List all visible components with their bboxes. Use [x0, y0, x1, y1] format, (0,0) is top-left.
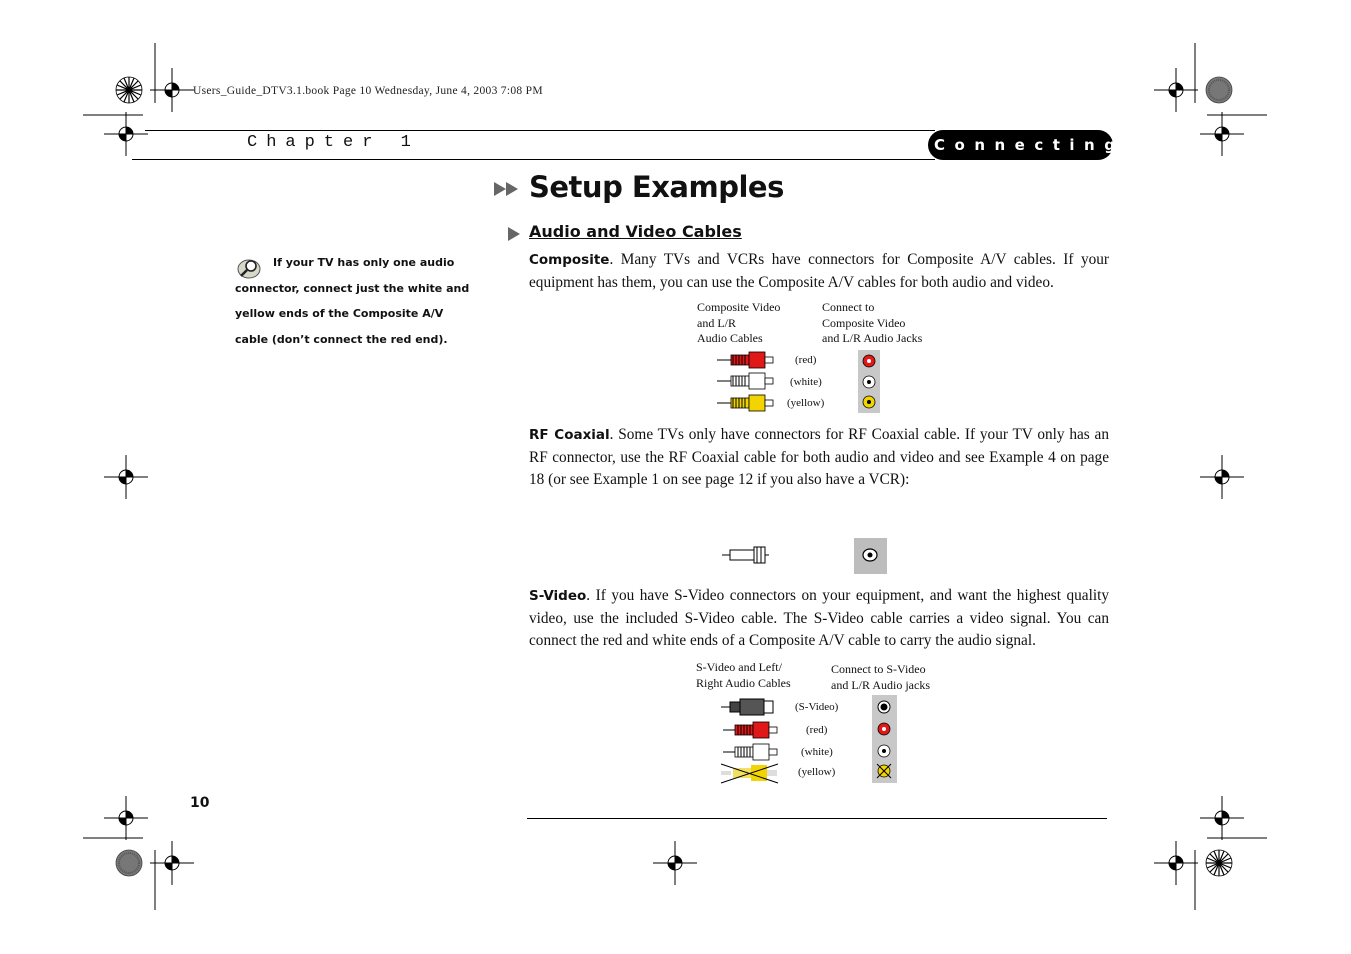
svideo-label-svideo: (S-Video): [795, 701, 839, 713]
crossed-out-yellow-plug: [721, 764, 778, 783]
section-pill: Connecting: [928, 130, 1113, 160]
rf-coaxial-text: . Some TVs only have connectors for RF Coaxial cable. If your TV only has an RF connector, use the RF Coaxial cable for both audio and video and see Example 4 on page 18 (or see Example 1 on see page 12 if you also have a VCR):: [529, 426, 1109, 488]
rf-coaxial-diagram: [720, 537, 890, 577]
sidebar-note: [235, 250, 470, 352]
svideo-paragraph: [529, 585, 1109, 653]
sidebar-note-first-line: If your TV has only one audio: [273, 256, 455, 269]
composite-label-yellow: (yellow): [787, 397, 825, 409]
composite-label-white: (white): [790, 376, 822, 388]
rca-plug-red: [717, 352, 773, 368]
svideo-label-red: (red): [806, 724, 828, 736]
svideo-label-yellow: (yellow): [798, 766, 836, 778]
rca-plug-white: [723, 744, 777, 760]
composite-label-red: (red): [795, 354, 817, 366]
double-arrow-icon: [494, 181, 520, 197]
svideo-term: S-Video: [529, 588, 587, 604]
jack-yellow-crossed: [877, 764, 891, 778]
book-info-line: Users_Guide_DTV3.1.book Page 10 Wednesday, June 4, 2003 7:08 PM: [193, 85, 543, 97]
arrow-icon: [507, 227, 521, 241]
composite-caption-right: Connect to Composite Video and L/R Audio Jacks: [822, 300, 923, 345]
composite-text: . Many TVs and VCRs have connectors for Composite A/V cables. If your equipment has them, you can use the Composite A/V cables for both audio and video.: [529, 251, 1109, 291]
rca-plug-white: [717, 373, 773, 389]
header-rule-top: [145, 130, 935, 131]
svideo-plug: [740, 699, 764, 715]
composite-term: Composite: [529, 252, 610, 268]
svideo-caption-left: S-Video and Left/ Right Audio Cables: [696, 660, 791, 690]
footer-rule: [527, 818, 1107, 819]
chapter-label: Chapter 1: [247, 133, 420, 152]
sidebar-note-rest: connector, connect just the white and yellow ends of the Composite A/V cable (don’t connect the red end).: [235, 281, 470, 346]
composite-caption-left: Composite Video and L/R Audio Cables: [697, 300, 781, 345]
rca-plug-red: [723, 722, 777, 738]
composite-paragraph: [529, 249, 1109, 294]
header-rule-bottom: [132, 159, 935, 160]
rf-coaxial-term: RF Coaxial: [529, 427, 610, 443]
page-number: 10: [190, 795, 210, 811]
rca-plug-yellow: [717, 395, 773, 411]
rf-coaxial-paragraph: [529, 424, 1109, 492]
subsection-title: Audio and Video Cables: [529, 222, 742, 241]
svideo-label-white: (white): [801, 746, 833, 758]
svideo-caption-right: Connect to S-Video and L/R Audio jacks: [831, 662, 930, 692]
page-title: Setup Examples: [529, 170, 784, 204]
svideo-text: . If you have S-Video connectors on your equipment, and want the highest quality video, use the included S-Video cable. The S-Video cable carries a video signal. You can connect the red and white ends of a Composite A/V cable to carry the audio signal.: [529, 587, 1109, 649]
